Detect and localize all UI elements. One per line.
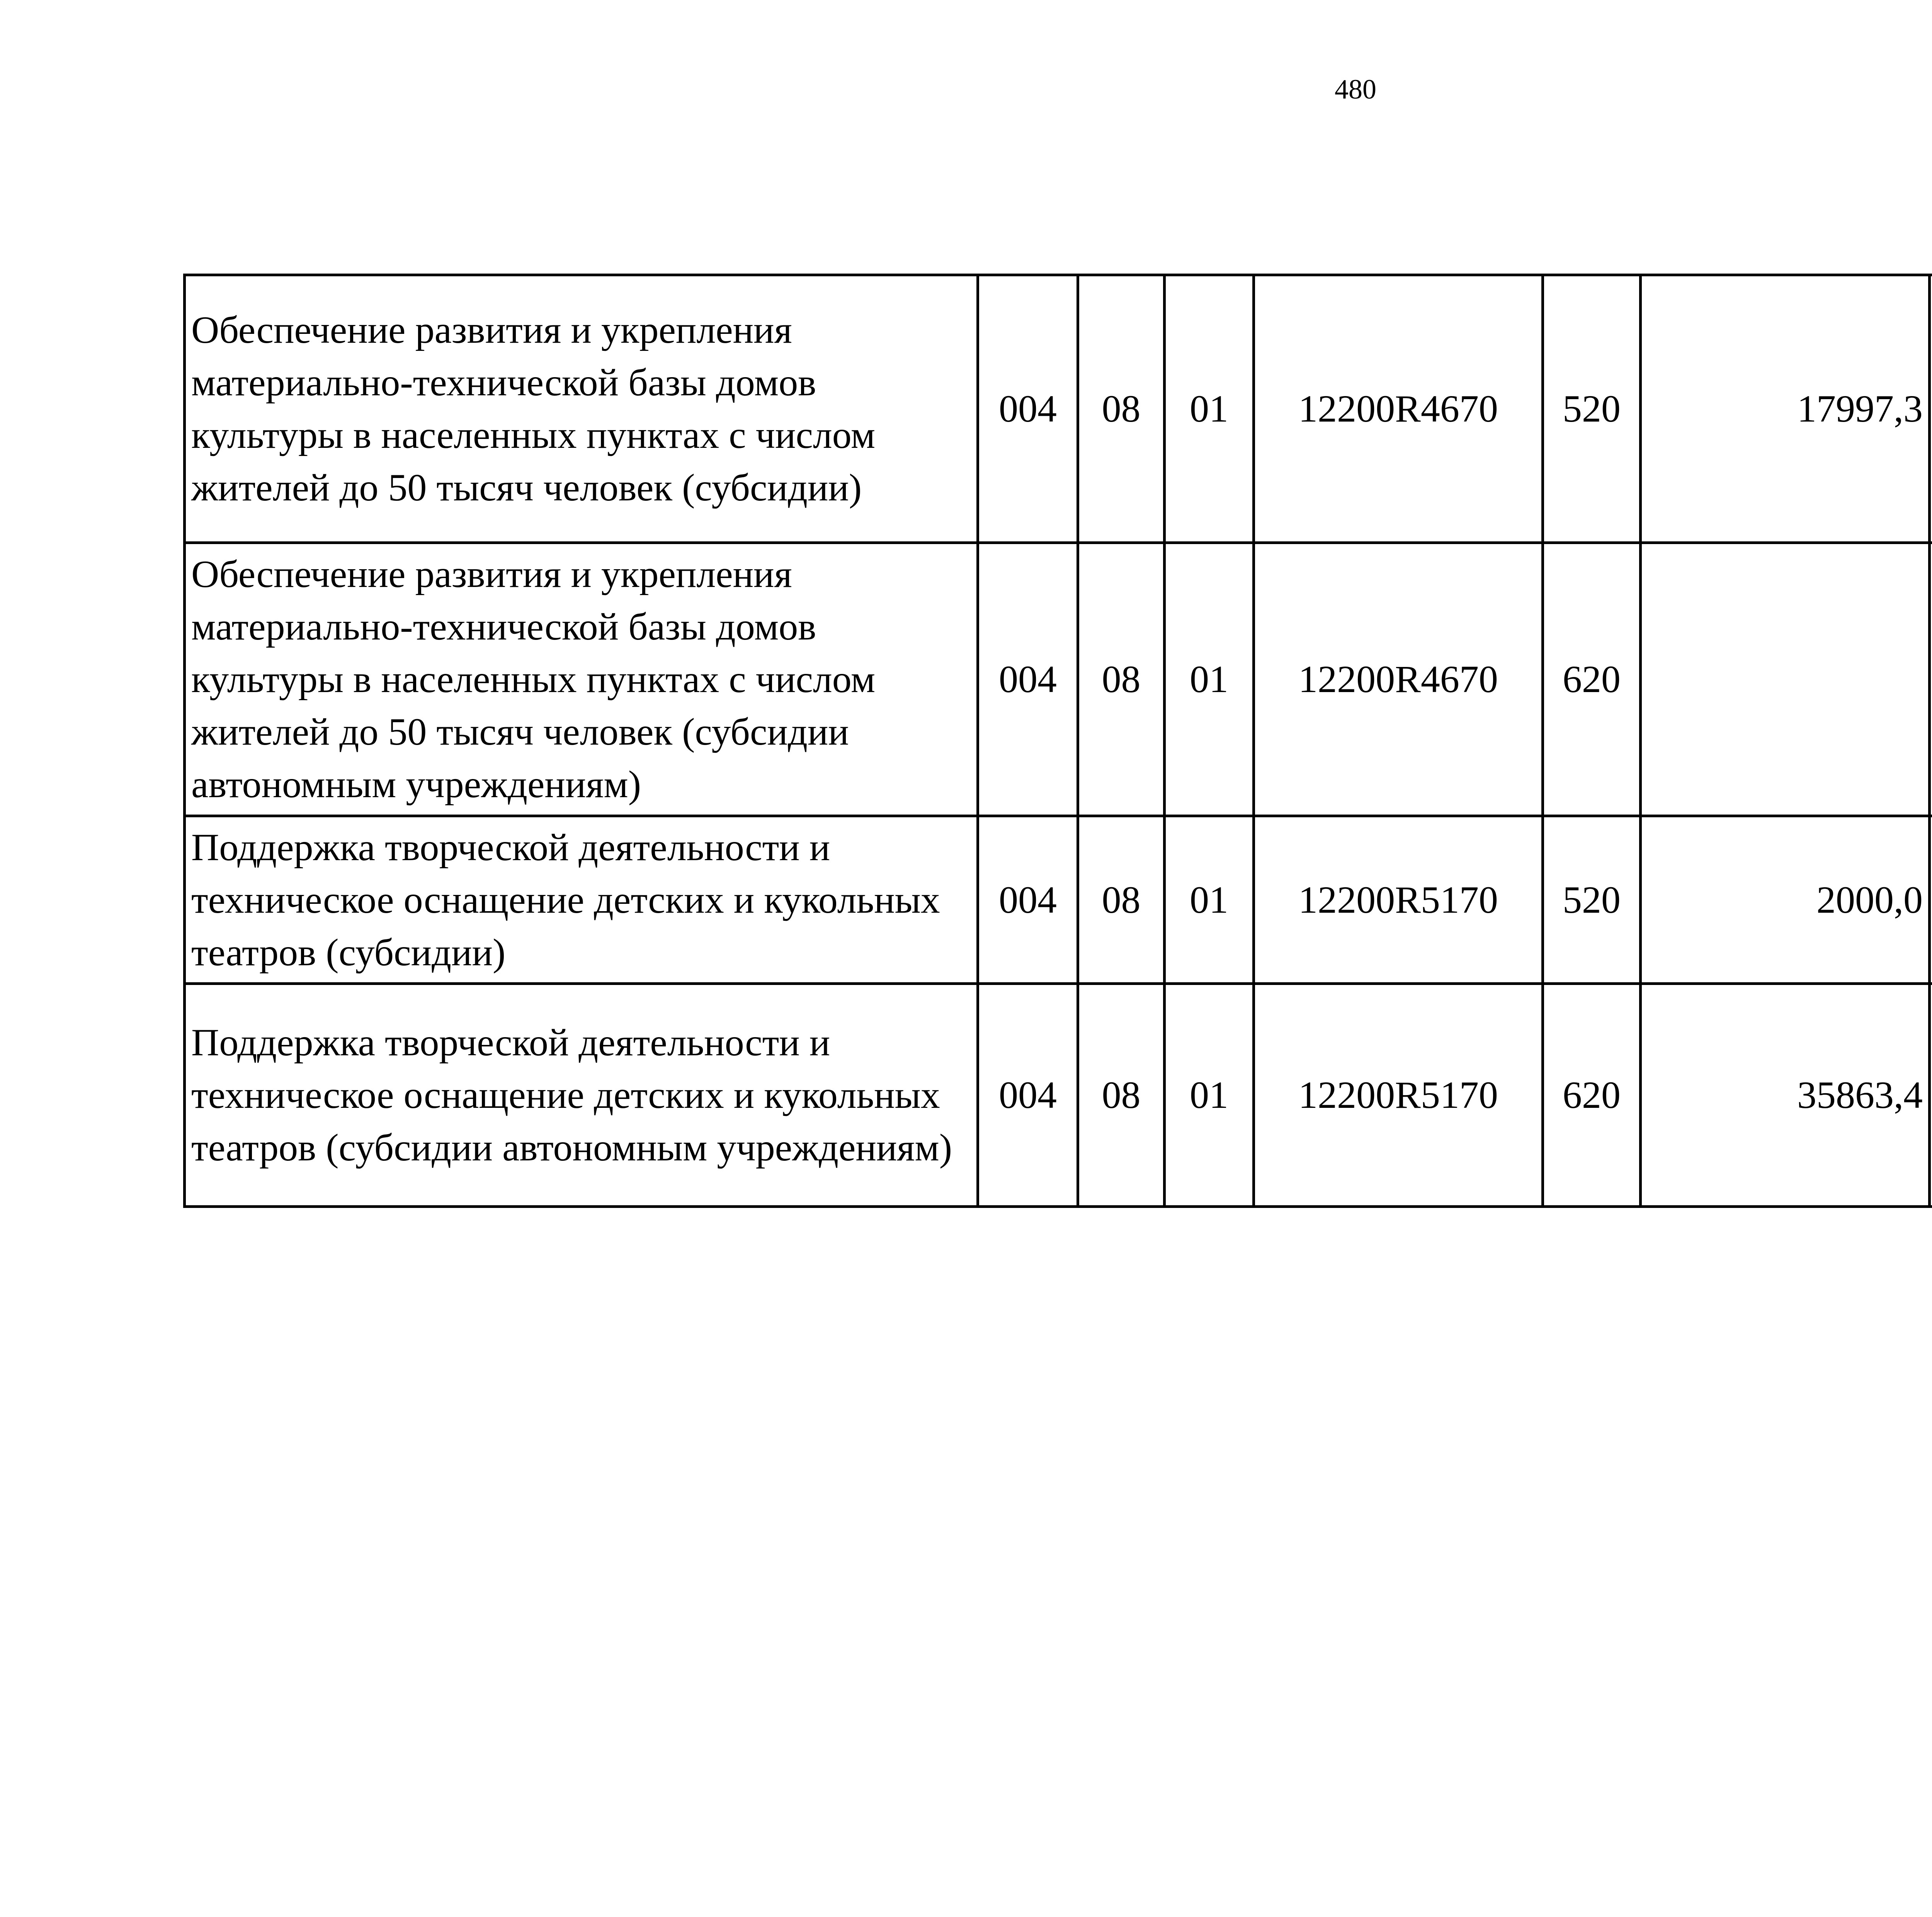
subsection-code-cell: 01 [1165,984,1254,1207]
ministry-code-cell: 004 [978,816,1078,984]
amount-2-cell [1930,984,1932,1207]
ministry-code-cell: 004 [978,275,1078,543]
amount-2-cell [1930,543,1932,816]
section-code-cell: 08 [1078,816,1165,984]
row-name-cell: Обеспечение развития и укрепления материально-технической базы домов культуры в населенных пунктах с числом жителей до 50 тысяч человек (субсидии) [185,275,978,543]
target-item-code-cell: 12200R5170 [1254,984,1543,1207]
section-code-cell: 08 [1078,275,1165,543]
expense-type-code-cell: 620 [1543,984,1641,1207]
page-number: 480 [1335,74,1376,105]
section-code-cell: 08 [1078,984,1165,1207]
table-row [185,816,1932,984]
table-row [185,543,1932,816]
table-row [185,275,1932,543]
expense-type-code-cell: 520 [1543,275,1641,543]
row-name-cell: Поддержка творческой деятельности и техническое оснащение детских и кукольных театров (субсидии) [185,816,978,984]
expense-type-code-cell: 520 [1543,816,1641,984]
amount-2-cell [1930,275,1932,543]
target-item-code-cell: 12200R5170 [1254,816,1543,984]
row-name-cell: Обеспечение развития и укрепления материально-технической базы домов культуры в населенных пунктах с числом жителей до 50 тысяч человек (субсидии автономным учреждениям) [185,543,978,816]
row-name-cell: Поддержка творческой деятельности и техническое оснащение детских и кукольных театров (субсидии автономным учреждениям) [185,984,978,1207]
expense-type-code-cell: 620 [1543,543,1641,816]
subsection-code-cell: 01 [1165,816,1254,984]
target-item-code-cell: 12200R4670 [1254,275,1543,543]
amount-1-cell: 35863,4 [1641,984,1930,1207]
ministry-code-cell: 004 [978,543,1078,816]
ministry-code-cell: 004 [978,984,1078,1207]
amount-2-cell [1930,816,1932,984]
amount-1-cell: 17997,3 [1641,275,1930,543]
table-row [185,984,1932,1207]
target-item-code-cell: 12200R4670 [1254,543,1543,816]
budget-table [183,274,1932,1208]
section-code-cell: 08 [1078,543,1165,816]
amount-1-cell [1641,543,1930,816]
subsection-code-cell: 01 [1165,543,1254,816]
subsection-code-cell: 01 [1165,275,1254,543]
amount-1-cell: 2000,0 [1641,816,1930,984]
